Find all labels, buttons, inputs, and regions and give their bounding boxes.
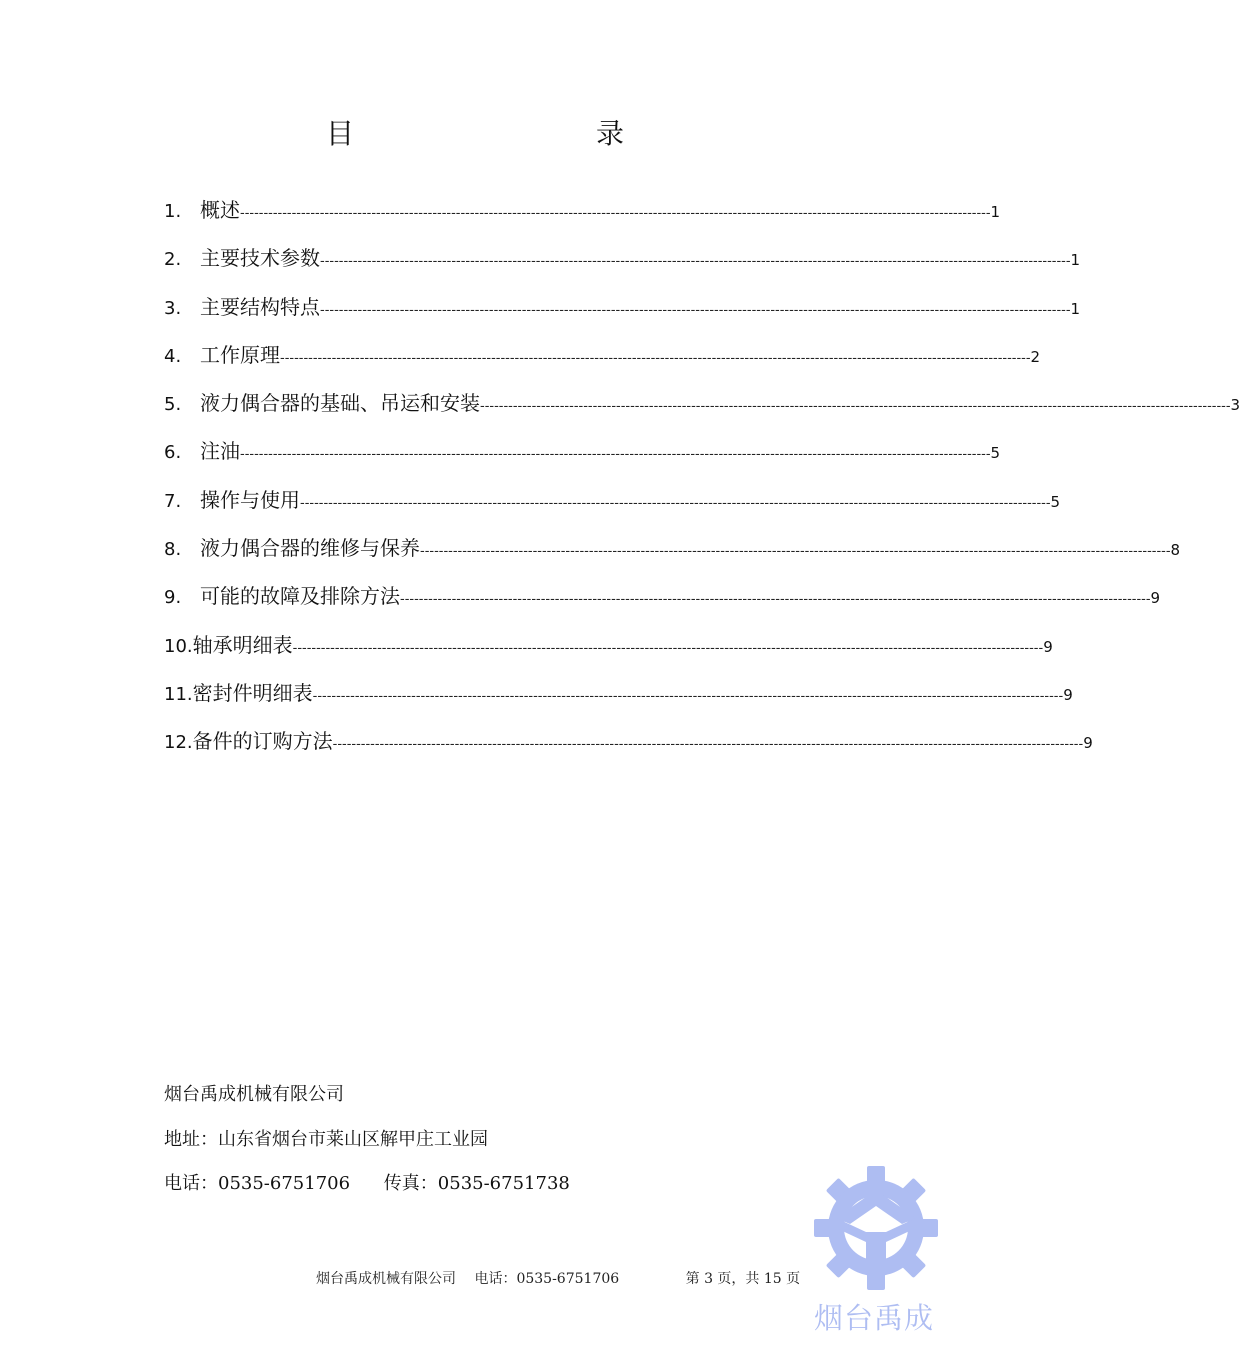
toc-page-number: 9 [1083, 734, 1093, 753]
toc-number: 10. [164, 635, 193, 657]
toc-leader: ---------------------------------------------------------------------------------------------------------------------------------------------------------------- [332, 737, 1084, 753]
toc-page-number: 1 [1070, 251, 1081, 270]
toc-title: 注油 [200, 439, 240, 464]
toc-leader: ---------------------------------------------------------------------------------------------------------------------------------------------------------------- [292, 640, 1044, 656]
toc-title: 备件的订购方法 [192, 729, 333, 754]
watermark-text: 烟台禹成 [814, 1301, 935, 1335]
toc-leader: ---------------------------------------------------------------------------------------------------------------------------------------------------------------- [320, 302, 1071, 318]
toc-leader: ---------------------------------------------------------------------------------------------------------------------------------------------------------------- [280, 350, 1031, 366]
toc-item[interactable] [164, 385, 1240, 433]
toc-title: 液力偶合器的维修与保养 [200, 536, 420, 561]
toc-item[interactable] [164, 530, 1181, 578]
toc-leader: ---------------------------------------------------------------------------------------------------------------------------------------------------------------- [300, 495, 1051, 511]
toc-page-number: 3 [1230, 396, 1240, 415]
toc-item[interactable] [164, 289, 1081, 337]
company-address: 地址：山东省烟台市莱山区解甲庄工业园 [164, 1128, 488, 1150]
company-phone: 电话：0535-6751706 [164, 1173, 351, 1194]
toc-title: 概述 [200, 198, 240, 222]
company-info [164, 1082, 764, 1216]
toc-leader: ---------------------------------------------------------------------------------------------------------------------------------------------------------------- [240, 206, 991, 221]
toc-number: 1. [164, 201, 182, 222]
toc-page-number: 5 [990, 444, 1001, 463]
toc-number: 9. [164, 587, 182, 609]
toc-number: 5. [164, 394, 182, 416]
toc-item[interactable] [164, 192, 1001, 240]
toc-title: 操作与使用 [200, 487, 300, 512]
toc-title: 轴承明细表 [192, 632, 293, 657]
toc-page-number: 1 [990, 203, 1001, 221]
toc-title: 可能的故障及排除方法 [200, 584, 400, 609]
footer-page-number: 第 3 页，共 15 页 [685, 1271, 801, 1287]
toc-leader: ---------------------------------------------------------------------------------------------------------------------------------------------------------------- [480, 399, 1231, 415]
toc-title: 主要技术参数 [200, 246, 320, 271]
company-fax: 传真：0535-6751738 [383, 1173, 570, 1194]
toc-item[interactable] [164, 627, 1053, 675]
toc-title: 主要结构特点 [200, 294, 320, 319]
toc-page-number: 8 [1170, 541, 1181, 560]
toc-item[interactable] [164, 482, 1061, 530]
footer-phone: 电话：0535-6751706 [474, 1271, 620, 1287]
toc-number: 12. [164, 732, 193, 754]
toc-leader: ---------------------------------------------------------------------------------------------------------------------------------------------------------------- [240, 447, 991, 463]
toc-leader: ---------------------------------------------------------------------------------------------------------------------------------------------------------------- [320, 254, 1071, 270]
toc-item[interactable] [164, 675, 1073, 723]
toc-leader: ---------------------------------------------------------------------------------------------------------------------------------------------------------------- [400, 592, 1151, 608]
toc-page-number: 9 [1150, 589, 1161, 608]
toc-page-number: 2 [1030, 347, 1041, 366]
toc-title: 液力偶合器的基础、吊运和安装 [200, 391, 480, 416]
toc-page-number: 5 [1050, 492, 1061, 511]
toc-number: 7. [164, 490, 182, 512]
toc-number: 3. [164, 297, 182, 319]
table-of-contents [164, 192, 1240, 772]
toc-page-number: 9 [1043, 637, 1053, 656]
toc-number: 4. [164, 345, 182, 367]
toc-number: 8. [164, 539, 182, 561]
toc-leader: ---------------------------------------------------------------------------------------------------------------------------------------------------------------- [420, 544, 1171, 560]
toc-number: 6. [164, 442, 182, 464]
toc-item[interactable] [164, 337, 1041, 385]
toc-item[interactable] [164, 723, 1093, 771]
toc-number: 11. [164, 683, 193, 705]
toc-item[interactable] [164, 433, 1001, 481]
toc-item[interactable] [164, 240, 1081, 288]
company-contact [164, 1171, 764, 1216]
footer-company: 烟台禹成机械有限公司 [316, 1271, 456, 1287]
toc-page-number: 1 [1070, 299, 1081, 318]
toc-title: 工作原理 [200, 342, 280, 367]
page-footer [316, 1268, 876, 1288]
toc-number: 2. [164, 249, 182, 271]
page-title: 目 录 [325, 117, 686, 150]
toc-leader: ---------------------------------------------------------------------------------------------------------------------------------------------------------------- [312, 688, 1064, 704]
toc-title: 密封件明细表 [192, 680, 313, 705]
company-name: 烟台禹成机械有限公司 [164, 1084, 344, 1105]
toc-page-number: 9 [1063, 685, 1073, 704]
toc-item[interactable] [164, 578, 1161, 626]
